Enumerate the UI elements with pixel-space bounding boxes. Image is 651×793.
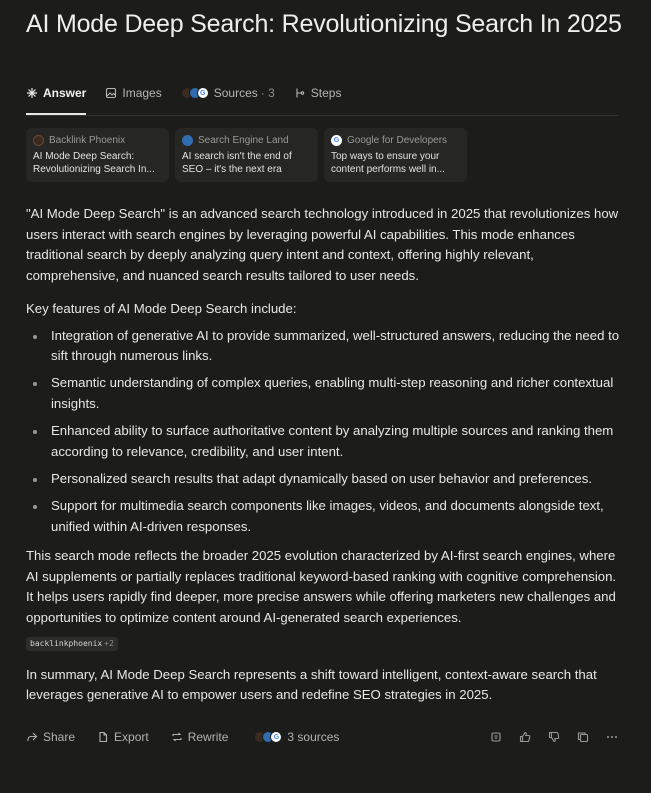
list-item: Support for multimedia search components like images, videos, and documents alongside text, unified within AI-driven responses. [26,496,626,537]
backlink-phoenix-favicon-icon [33,135,44,146]
list-item: Personalized search results that adapt dynamically based on user behavior and preferences. [26,469,626,490]
citation-label: backlinkphoenix [30,638,103,648]
export-label: Export [114,730,149,744]
source-site: Google for Developers [347,134,448,146]
tab-images[interactable] [105,83,161,103]
tab-label: Images [122,86,162,100]
search-engine-land-favicon-icon [182,135,193,146]
source-card[interactable] [175,128,318,182]
share-label: Share [43,730,76,744]
thumbs-down-icon[interactable] [548,731,560,743]
source-site: Search Engine Land [198,134,289,146]
list-item: Integration of generative AI to provide summarized, well-structured answers, reducing the need to sift through numerous links. [26,326,626,367]
list-item: Enhanced ability to surface authoritative content by analyzing multiple sources and ranking them according to relevance, credibility, and user intent. [26,421,626,462]
answer-icon [26,87,38,99]
export-button[interactable] [97,730,149,744]
google-icon: G [331,135,342,146]
copy-chat-icon[interactable] [490,731,502,743]
feedback-icons [490,731,618,743]
sources-count: · 3 [260,86,275,100]
tab-steps[interactable] [294,83,342,103]
share-icon [26,731,38,743]
copy-icon[interactable] [577,731,589,743]
source-card[interactable] [26,128,169,182]
google-icon: G [270,731,282,743]
features-list [26,326,626,538]
answer-body [26,204,626,718]
rewrite-button[interactable] [171,730,229,744]
steps-icon [294,87,306,99]
thumbs-up-icon[interactable] [519,731,531,743]
source-site: Backlink Phoenix [49,134,126,146]
source-cards [26,128,467,182]
source-title: AI Mode Deep Search: Revolutionizing Search In... [33,151,155,175]
list-item: Semantic understanding of complex queries, enabling multi-step reasoning and richer contextual insights. [26,373,626,414]
page-title: AI Mode Deep Search: Revolutionizing Search In 2025 [26,10,622,38]
sources-label: 3 sources [287,730,340,744]
more-icon[interactable] [606,731,618,743]
answer-evolution: This search mode reflects the broader 2025 evolution characterized by AI-first search engines, where AI supplements or partially replaces traditional keyword-based ranking with cognitive comprehension. It helps users rapidly find deeper, more precise answers while offering marketers new challenges and opportunities to optimize content around AI-generated search experiences. [26,547,617,625]
tab-label: Steps [310,86,342,100]
share-button[interactable] [26,730,75,744]
tab-sources[interactable] [181,83,275,103]
source-card-header [182,133,311,147]
citation-more: +2 [104,638,114,648]
source-card[interactable] [324,128,467,182]
tab-label: Sources [213,86,258,100]
answer-actions-bar [26,727,618,747]
sources-favicons-icon [254,731,282,743]
export-icon [97,731,109,743]
answer-intro: "AI Mode Deep Search" is an advanced search technology introduced in 2025 that revolutionizes how users interact with search engines by leveraging powerful AI capabilities. This mode enhances traditional search by deeply analyzing query intent and context, offering highly relevant, comprehensive, and nuanced search results tailored to user needs. [26,206,619,284]
tab-answer[interactable] [26,83,86,103]
source-title: AI search isn't the end of SEO – it's the next era [182,151,292,175]
rewrite-label: Rewrite [187,730,229,744]
answer-summary: In summary, AI Mode Deep Search represents a shift toward intelligent, context-aware search that leverages generative AI to empower users and redefine SEO strategies in 2025. [26,666,597,703]
source-card-header [33,133,162,147]
source-title: Top ways to ensure your content performs well in... [331,151,445,175]
rewrite-icon [171,731,183,743]
tab-label: Answer [43,86,87,100]
features-heading: Key features of AI Mode Deep Search include: [26,300,297,316]
sources-button[interactable] [254,730,339,744]
google-icon: G [197,87,209,99]
result-tabs [26,83,618,116]
image-icon [105,87,117,99]
source-card-header [331,133,460,147]
citation-badge[interactable] [26,637,118,651]
sources-favicons-icon [181,87,209,99]
